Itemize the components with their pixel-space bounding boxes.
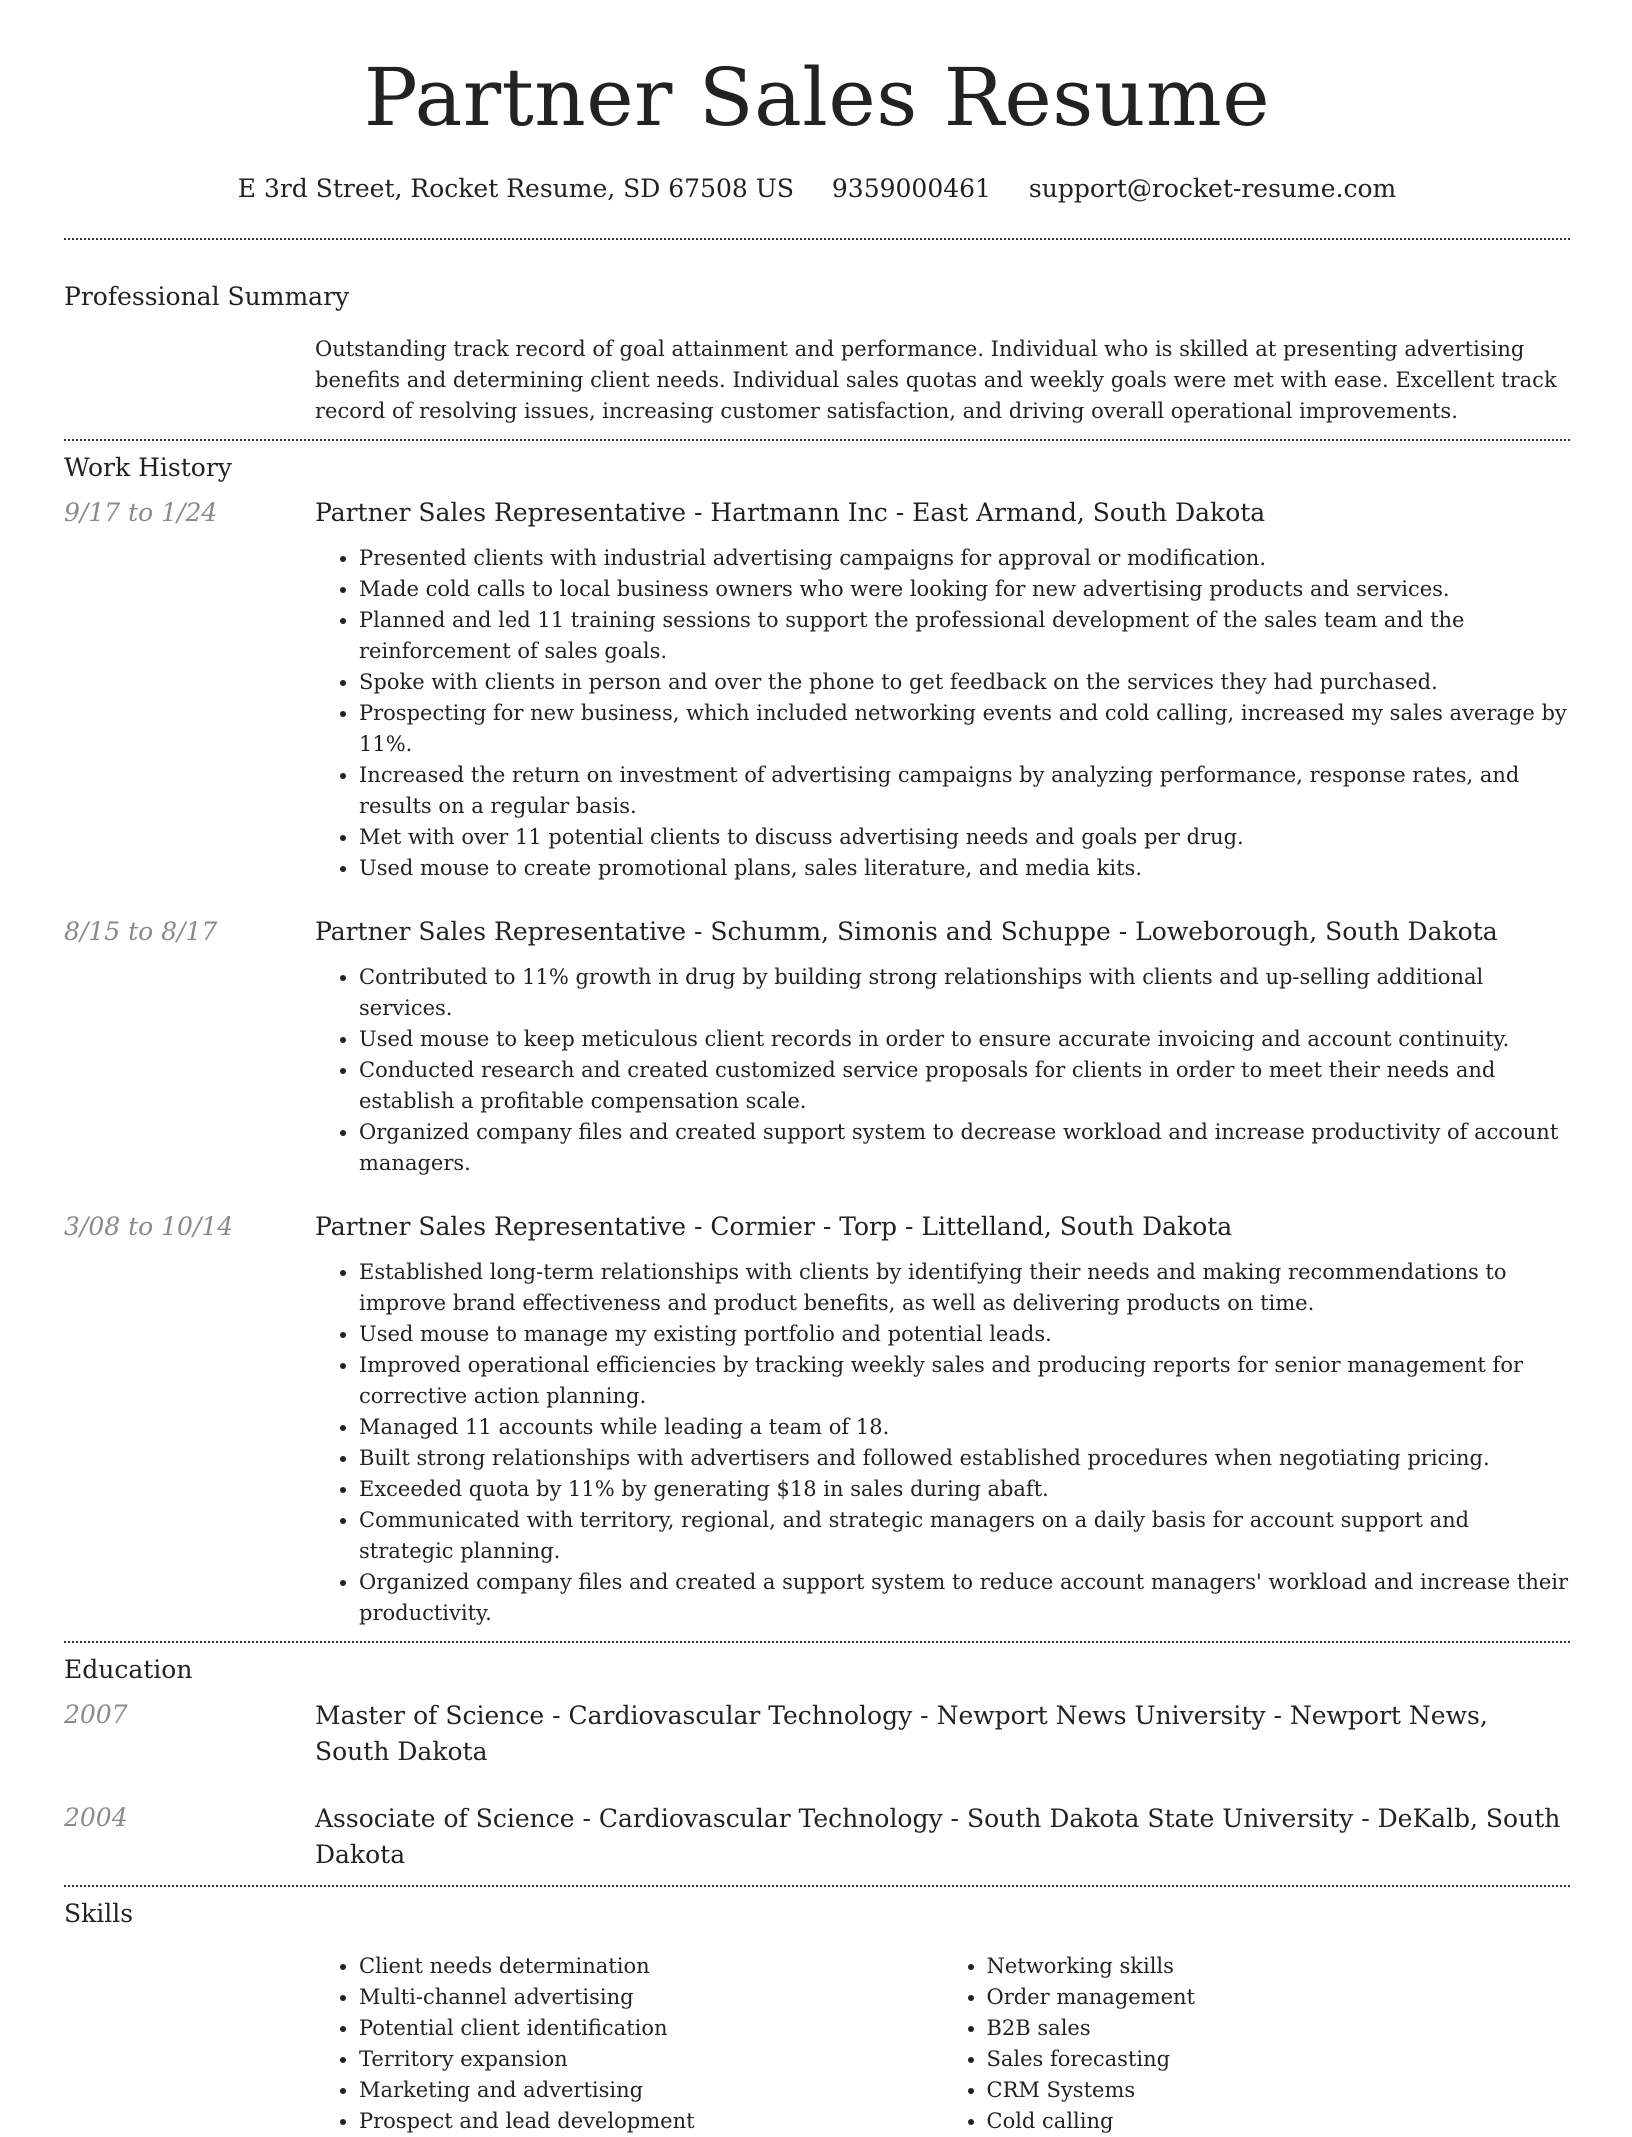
skills-grid — [315, 1951, 1570, 2137]
job-company: Schumm, Simonis and Schuppe — [710, 917, 1111, 946]
job-dates: 9/17 to 1/24 — [64, 498, 218, 527]
divider — [64, 238, 1570, 240]
skills-list-right — [943, 1951, 1571, 2137]
summary-text: Outstanding track record of goal attainment and performance. Individual who is skilled at presenting advertising benefits and determining client needs. Individual sales quotas and weekly goals were met with ease. Excellent track record of resolving issues, increasing customer satisfaction, and driving overall operational improvements. — [315, 337, 1557, 423]
summary-heading: Professional Summary — [64, 282, 350, 311]
job-bullets — [315, 1257, 1570, 1629]
divider — [64, 1641, 1570, 1643]
list-item: • Used mouse to keep meticulous client records in order to ensure accurate invoicing and account continuity. — [359, 1024, 1570, 1055]
job-location: Loweborough, South Dakota — [1135, 917, 1498, 946]
list-item: • Used mouse to manage my existing portfolio and potential leads. — [359, 1319, 1570, 1350]
skill-item: • Order management — [987, 1982, 1571, 2013]
list-item: • Used mouse to create promotional plans, sales literature, and media kits. — [359, 853, 1570, 884]
job-heading: Partner Sales Representative - Hartmann Inc - East Armand, South Dakota — [315, 498, 1266, 527]
skills-section — [64, 1899, 1570, 2137]
contact-email: support@rocket-resume.com — [1028, 174, 1397, 203]
list-item: • Spoke with clients in person and over the phone to get feedback on the services they had purchased. — [359, 667, 1570, 698]
list-item: • Communicated with territory, regional, and strategic managers on a daily basis for account support and strategic planning. — [359, 1505, 1570, 1567]
job-location: Littelland, South Dakota — [921, 1212, 1233, 1241]
list-item: • Met with over 11 potential clients to discuss advertising needs and goals per drug. — [359, 822, 1570, 853]
divider — [64, 439, 1570, 441]
divider — [64, 1885, 1570, 1887]
job-entry — [64, 915, 1570, 1179]
job-location: East Armand, South Dakota — [912, 498, 1266, 527]
list-item: • Prospecting for new business, which included networking events and cold calling, increased my sales average by 11%. — [359, 698, 1570, 760]
skill-item: • Prospect and lead development — [359, 2106, 943, 2137]
list-item: • Contributed to 11% growth in drug by building strong relationships with clients and up-selling additional services. — [359, 962, 1570, 1024]
skill-item: • Sales forecasting — [987, 2044, 1571, 2075]
job-entry — [64, 496, 1570, 884]
skill-item: • B2B sales — [987, 2013, 1571, 2044]
skill-item: • CRM Systems — [987, 2075, 1571, 2106]
education-year: 2007 — [64, 1700, 128, 1729]
list-item: • Improved operational efficiencies by tracking weekly sales and producing reports for senior management for corrective action planning. — [359, 1350, 1570, 1412]
skills-list-left — [315, 1951, 943, 2137]
job-role: Partner Sales Representative — [315, 917, 686, 946]
education-heading: Education — [64, 1655, 193, 1684]
job-role: Partner Sales Representative — [315, 1212, 686, 1241]
education-degree: Associate of Science - Cardiovascular Technology - South Dakota State University - DeKalb, South Dakota — [315, 1804, 1561, 1869]
education-year: 2004 — [64, 1803, 128, 1832]
job-role: Partner Sales Representative — [315, 498, 686, 527]
skill-item: • Cold calling — [987, 2106, 1571, 2137]
list-item: • Established long-term relationships with clients by identifying their needs and making recommendations to improve brand effectiveness and product benefits, as well as delivering products on time. — [359, 1257, 1570, 1319]
job-heading: Partner Sales Representative - Cormier - Torp - Littelland, South Dakota — [315, 1212, 1233, 1241]
list-item: • Managed 11 accounts while leading a team of 18. — [359, 1412, 1570, 1443]
job-dates: 8/15 to 8/17 — [64, 917, 218, 946]
education-degree: Master of Science - Cardiovascular Technology - Newport News University - Newport News, South Dakota — [315, 1701, 1488, 1766]
list-item: • Conducted research and created customized service proposals for clients in order to meet their needs and establish a profitable compensation scale. — [359, 1055, 1570, 1117]
list-item: • Presented clients with industrial advertising campaigns for approval or modification. — [359, 543, 1570, 574]
skills-heading: Skills — [64, 1899, 134, 1928]
job-bullets — [315, 962, 1570, 1179]
job-dates: 3/08 to 10/14 — [64, 1212, 234, 1241]
job-bullets — [315, 543, 1570, 884]
list-item: • Made cold calls to local business owners who were looking for new advertising products and services. — [359, 574, 1570, 605]
contact-line — [64, 174, 1570, 204]
skill-item: • Networking skills — [987, 1951, 1571, 1982]
job-company: Hartmann Inc — [710, 498, 888, 527]
education-entry — [64, 1698, 1570, 1770]
work-history-heading: Work History — [64, 453, 232, 482]
list-item: • Increased the return on investment of advertising campaigns by analyzing performance, response rates, and results on a regular basis. — [359, 760, 1570, 822]
list-item: • Organized company files and created a support system to reduce account managers' workload and increase their productivity. — [359, 1567, 1570, 1629]
skill-item: • Territory expansion — [359, 2044, 943, 2075]
job-entry — [64, 1210, 1570, 1629]
skill-item: • Client needs determination — [359, 1951, 943, 1982]
list-item: • Organized company files and created support system to decrease workload and increase productivity of account managers. — [359, 1117, 1570, 1179]
work-history-section — [64, 453, 1570, 1629]
job-company: Cormier - Torp — [710, 1212, 898, 1241]
list-item: • Planned and led 11 training sessions to support the professional development of the sales team and the reinforcement of sales goals. — [359, 605, 1570, 667]
list-item: • Exceeded quota by 11% by generating $18 in sales during abaft. — [359, 1474, 1570, 1505]
list-item: • Built strong relationships with advertisers and followed established procedures when negotiating pricing. — [359, 1443, 1570, 1474]
skill-item: • Multi-channel advertising — [359, 1982, 943, 2013]
resume-title: Partner Sales Resume — [363, 51, 1271, 144]
job-heading: Partner Sales Representative - Schumm, Simonis and Schuppe - Loweborough, South Dakota — [315, 917, 1498, 946]
education-section — [64, 1655, 1570, 1873]
skill-item: • Potential client identification — [359, 2013, 943, 2044]
contact-phone: 9359000461 — [831, 174, 991, 203]
education-entry — [64, 1801, 1570, 1873]
skill-item: • Marketing and advertising — [359, 2075, 943, 2106]
resume-page — [64, 0, 1570, 2137]
contact-address: E 3rd Street, Rocket Resume, SD 67508 US — [237, 174, 794, 203]
summary-section — [64, 282, 1570, 427]
